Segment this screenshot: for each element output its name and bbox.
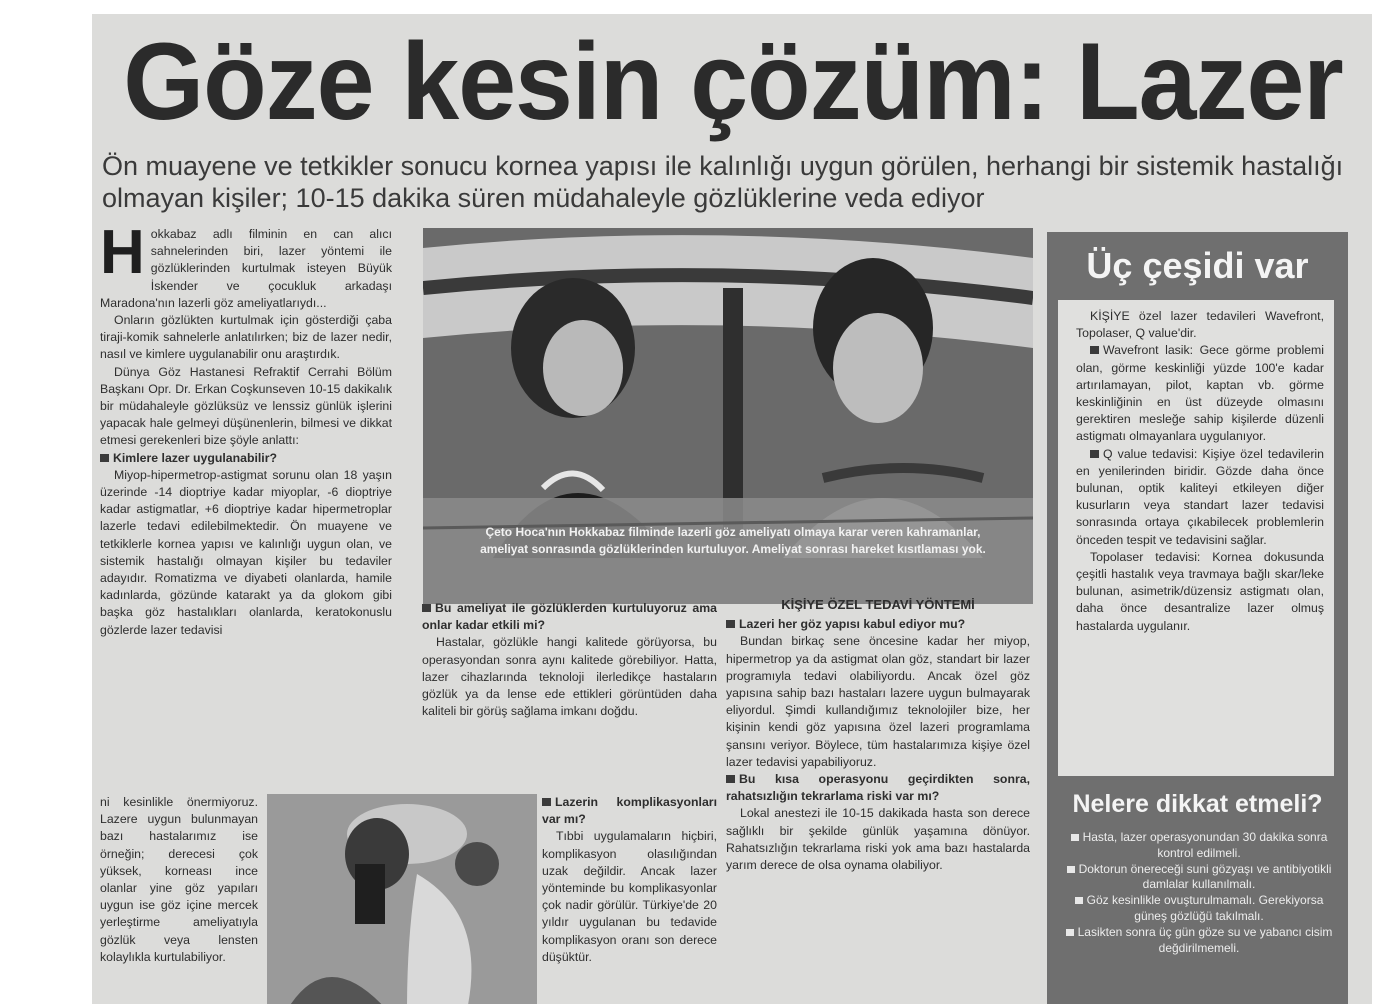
bullet-square-icon [1067, 866, 1075, 873]
article-column-3 [726, 596, 1030, 874]
article-column-1-continued [100, 794, 258, 966]
bullet-square-icon [726, 775, 735, 783]
sidebar-item: Topolaser tedavisi: Kornea dokusunda çeşitli hastalık veya travmaya bağlı skar/leke bulunan, asimetrik/düzensiz astigmatı olan, daha önce desantralize lazer olmuş hastalarda uygulanır. [1076, 549, 1324, 633]
newspaper-clipping [92, 14, 1372, 1004]
question-heading: Bu kısa operasyonu geçirdikten sonra, rahatsızlığın tekrarlama riski var mı? [726, 772, 1030, 804]
sidebar-intro: KİŞİYE özel lazer tedavileri Wavefront, Topolaser, Q value'dir. [1076, 309, 1324, 341]
tip-item: Lasikten sonra üç gün göze su ve yabancı cisim değdirilmemeli. [1057, 925, 1341, 957]
secondary-photo [267, 794, 537, 1004]
tip-item: Hasta, lazer operasyonundan 30 dakika sonra kontrol edilmeli. [1057, 830, 1341, 862]
answer-paragraph: Tıbbi uygulamaların hiçbiri, komplikasyon olasılığından uzak değildir. Ancak lazer yönteminde bu komplikasyonlar çok nadir görülür. Türkiye'de 20 yıldır uygulanan bu tedavide komplikasyon oranı son derece düşüktür. [542, 829, 717, 964]
answer-paragraph: Hastalar, gözlükle hangi kalitede görüyorsa, bu operasyondan sonra aynı kalitede görebiliyor. Hatta, lazer cihazlarında teknoloji ilerledikçe hastaların gözlük ya da lense ede ettikleri görüntüden daha kaliteli bir görüş sağlama imkanı doğdu. [422, 635, 717, 719]
bullet-square-icon [1090, 346, 1099, 354]
tips-list [1057, 830, 1341, 956]
bullet-square-icon [1066, 929, 1074, 936]
drop-cap: H [100, 218, 145, 287]
main-photo [423, 228, 1033, 604]
question-heading: Lazerin komplikasyonları var mı? [542, 795, 717, 827]
bullet-square-icon [1075, 897, 1083, 904]
bullet-square-icon [726, 620, 735, 628]
paragraph: Dünya Göz Hastanesi Refraktif Cerrahi Bölüm Başkanı Opr. Dr. Erkan Coşkunseven 10-15 dakikalık bir müdahaleyle gözlüksüz ve lenssiz günlük işlerini yapacak hale gelmeyi düşünenlerin, bilmesi ve dikkat etmesi gerekenleri bize şöyle anlattı: [100, 364, 392, 448]
photo-caption: Çeto Hoca'nın Hokkabaz filminde lazerli göz ameliyatı olmaya karar veren kahramanlar, ameliyat sonrasında gözlüklerinden kurtuluyor. Ameliyat sonrası hareket kısıtlaması yok. [480, 525, 986, 556]
answer-paragraph: Miyop-hipermetrop-astigmat sorunu olan 18 yaşın üzerinde -14 dioptriye kadar miyoplar, -6 dioptriye kadar astigmatlar, +6 dioptriye kadar hipermetroplar lazerle tedavi edilebilmektedir. Ön muayene ve tetkiklerle kornea yapısı ve kalınlığı uygun olan, ve sistemik hastalığı olmayan kişiler bu tedaviler adayıdır. Romatizma ve diyabeti olanlarda, hamile kadınlarda, gözünde katarakt ya da glokom gibi başka göz hastalıkları olanlarda, keratokonuslu gözlerde lazer tedavisi [100, 467, 392, 637]
question-heading: Lazeri her göz yapısı kabul ediyor mu? [726, 616, 1030, 633]
article-column-1 [100, 218, 392, 639]
tip-item: Doktorun önereceği suni gözyaşı ve antibiyotikli damlalar kullanılmalı. [1057, 862, 1341, 894]
section-heading: KİŞİYE ÖZEL TEDAVİ YÖNTEMİ [781, 597, 975, 612]
question-heading: Kimlere lazer uygulanabilir? [100, 450, 392, 467]
answer-paragraph: ni kesinlikle önermiyoruz. Lazere uygun bulunmayan bazı hastalarımız ise örneğin; derecesi çok yüksek, korneası ince olanlar yine göz yapıları uygun ise göz içine mercek yerleştirme ameliyatıyla gözlük veya lensten kolaylıkla kurtulabiliyor. [100, 795, 258, 964]
sidebar-item: Q value tedavisi: Kişiye özel tedavilerin en yenilerinden biridir. Gözde daha önce bulunan, optik kaliteyi etkileyen diğer kusurların veya standart lazer tedavisi sonrasında ortaya çıkabilecek problemlerin önceden tespit ve tedavisini sağlar. [1076, 446, 1324, 547]
sidebar-text [1076, 308, 1324, 635]
intro-text: okkabaz adlı filminin en can alıcı sahnelerinden biri, lazer yöntemi ile gözlüklerinden kurtulmak isteyen Büyük İskender ve çocukluk arkadaşı Maradona'nın lazerli göz ameliyatlarıydı... [100, 227, 392, 310]
intro-paragraph [100, 218, 392, 312]
paragraph: Onların gözlükten kurtulmak için gösterdiği çaba tiraji-komik sahnelerle anlatılırken; biz de lazer nedir, nasıl ve kimlere uygulanabilir onu araştırdık. [100, 313, 392, 362]
tip-item: Göz kesinlikle ovuşturulmamalı. Gerekiyorsa güneş gözlüğü takılmalı. [1057, 893, 1341, 925]
headline: Göze kesin çözüm: Lazer [123, 21, 1343, 143]
bullet-square-icon [422, 604, 431, 612]
sidebar-content-box [1058, 300, 1334, 776]
bullet-square-icon [100, 454, 109, 462]
sidebar-item: Wavefront lasik: Gece görme problemi olan, görme keskinliği yüzde 100'e kadar artırılamayan, pilot, kaptan vb. görme keskinliğinin en üst düzeyde olmasını gerektiren mesleğe sahip kişilerde düzenli astigmatı olmayanlara uygulanıyor. [1076, 343, 1324, 444]
bullet-square-icon [542, 798, 551, 806]
answer-paragraph: Bundan birkaç sene öncesine kadar her miyop, hipermetrop ya da astigmat olan göz, standart bir lazer programıyla tedavi olabiliyordu. Ancak özel göz yapısına sahip bazı hastaları lazere uygun bulmayarak eliyordul. Şimdi kullandığımız teknolojiler bize, her kişinin kendi göz yapısına özel lazeri programlama şansını veriyor. Böylece, tüm hastalarımıza kişiye özel lazer tedavisi yapabiliyoruz. [726, 634, 1030, 769]
sidebar-title: Üç çeşidi var [1086, 245, 1309, 286]
bullet-square-icon [1090, 450, 1099, 458]
sidebar-box [1047, 232, 1348, 1004]
question-heading: Bu ameliyat ile gözlüklerden kurtuluyoruz ama onlar kadar etkili mi? [422, 601, 717, 633]
answer-paragraph: Lokal anestezi ile 10-15 dakikada hasta son derece sağlıklı bir şekilde günlük yaşamına dönüyor. Rahatsızlığın tekrarlama riski yok ama bazı hastalarda yarım derece de olsa oynama olabiliyor. [726, 806, 1030, 873]
article-column-2 [422, 600, 717, 720]
article-column-2-continued [542, 794, 717, 966]
deck-subheadline: Ön muayene ve tetkikler sonucu kornea yapısı ile kalınlığı uygun görülen, herhangi bir sistemik hastalığı olmayan kişiler; 10-15 dakika süren müdahaleyle gözlüklerine veda ediyor [102, 151, 1344, 213]
bullet-square-icon [1071, 834, 1079, 841]
sidebar-title-2: Nelere dikkat etmeli? [1072, 790, 1323, 818]
patient-exam-illustration [267, 794, 537, 1004]
